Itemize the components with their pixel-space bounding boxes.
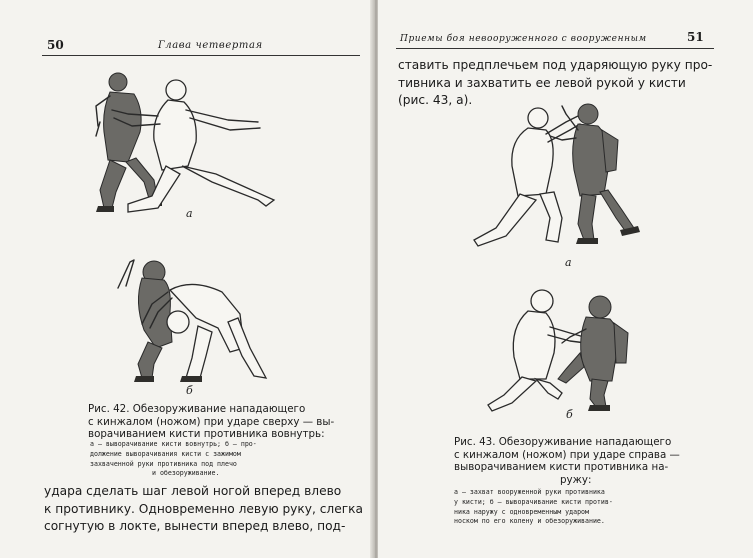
page-number: 50: [47, 38, 64, 52]
figure-42a-label: а: [186, 207, 193, 220]
page-number: 51: [687, 30, 704, 44]
figure-43b-label: б: [566, 408, 573, 421]
figure-42-caption-title: Рис. 42. Обезоруживание нападающего с кинжалом (ножом) при ударе сверху — вы- ворачиванием кисти противника вовнутрь:: [88, 403, 335, 440]
running-head: Приемы боя невооруженного с вооруженным: [400, 34, 647, 44]
header-rule: [42, 55, 360, 56]
left-body-text: удара сделать шаг левой ногой вперед влево к противнику. Одновременно левую руку, слегка согнутую в локте, вынести вперед влево, под-: [44, 484, 363, 533]
figure-42a-illustration: [88, 70, 293, 220]
figure-43-caption-title: Рис. 43. Обезоруживание нападающего с кинжалом (ножом) при ударе справа — выворачиванием кисти противника на- ружу:: [454, 436, 680, 486]
right-page: [378, 0, 753, 558]
figure-43a-label: а: [565, 256, 572, 269]
figure-43b-illustration: [474, 283, 644, 413]
figure-43-caption-text: а — захват вооруженной руки противника у кисти; б — выворачивание кисти против- ника наружу с одновременным ударом носком по его колену и обезоруживание.: [454, 488, 613, 526]
figure-42b-illustration: [112, 252, 272, 384]
figure-42-caption-text: а — выворачивание кисти вовнутрь; б — про- должение выворачивания кисти с зажимом захваченной руки противника под плечо и обезоруживание.: [90, 440, 257, 478]
header-rule: [396, 48, 714, 49]
figure-43a-illustration: [466, 100, 646, 250]
figure-42b-label: б: [186, 384, 193, 397]
running-head: Глава четвертая: [158, 40, 263, 51]
right-body-text: ставить предплечьем под ударяющую руку про- тивника и захватить ее левой рукой у кисти (рис. 43, а).: [398, 58, 713, 107]
left-page: [0, 0, 374, 558]
